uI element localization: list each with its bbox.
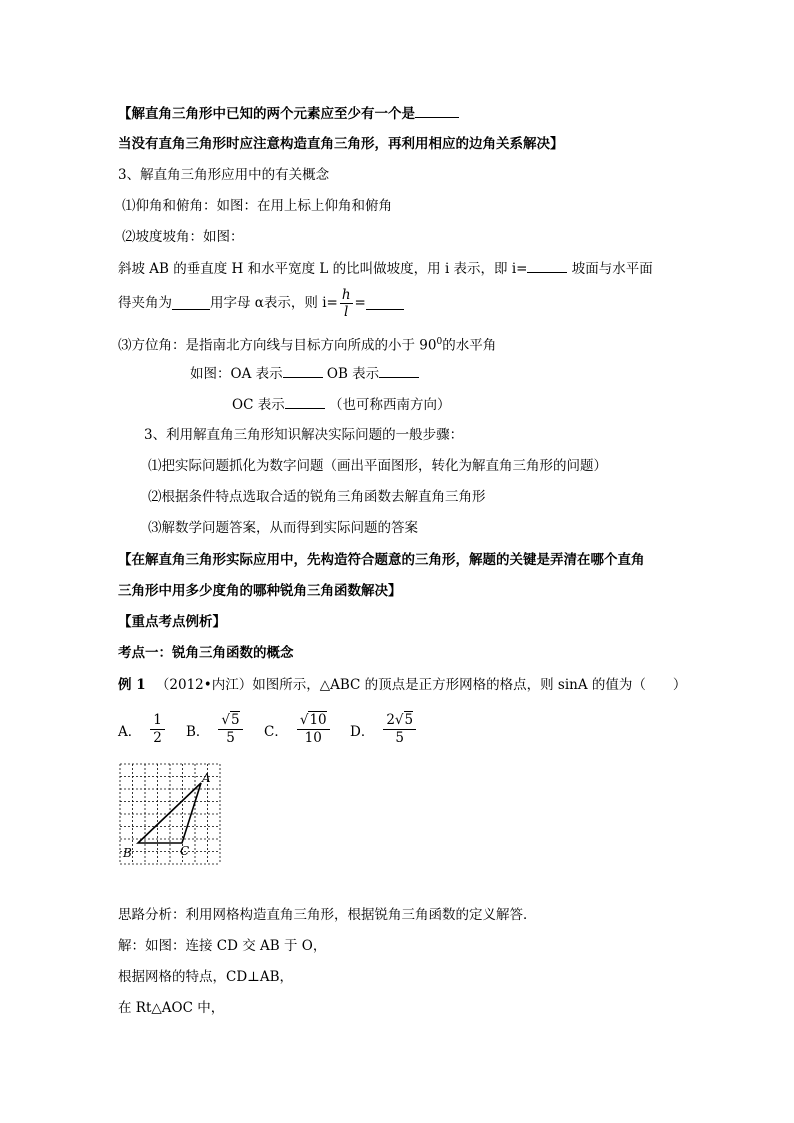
fraction-h-over-l (340, 287, 353, 320)
item-text: ⑴仰角和俯角：如图：在用上标上仰角和俯角 (122, 198, 392, 214)
sqrt-sign: √ (394, 712, 404, 728)
heading-text: 3、利用解直角三角形知识解决实际问题的一般步骤： (144, 427, 464, 443)
topic-heading (118, 644, 294, 662)
text-part: 斜坡 AB 的垂直度 H 和水平宽度 L 的比叫做坡度，用 i 表示，即 i= (118, 261, 528, 277)
note-line-2 (118, 135, 564, 153)
step-1 (148, 457, 607, 475)
solution-text: 根据网格的特点，CD⊥AB， (118, 969, 294, 985)
vertex-label-b: B (123, 846, 132, 860)
note-line-4 (118, 582, 402, 600)
solution-line-1 (118, 937, 326, 955)
option-fraction (383, 712, 416, 747)
section-heading (118, 166, 329, 184)
step-text: ⑶解数学问题答案，从而得到实际问题的答案 (148, 520, 418, 536)
solution-text: 解：如图：连接 CD 交 AB 于 O， (118, 938, 327, 954)
example-1-question (118, 676, 686, 694)
step-text: ⑴把实际问题抓化为数字问题（画出平面图形，转化为解直角三角形的问题） (148, 458, 607, 474)
numerator (218, 712, 242, 730)
slope-angle-line (118, 286, 404, 320)
text-part: ⑶方位角：是指南北方向线与目标方向所成的小于 90 (118, 337, 437, 354)
solution-line-2 (118, 968, 293, 986)
example-label: 例 1 (118, 677, 146, 693)
text-part: 的水平角 (442, 337, 497, 354)
option-label: B． (186, 723, 210, 740)
option-b[interactable] (186, 712, 246, 747)
text-part: = (354, 295, 366, 311)
sqrt-sign: √ (299, 712, 309, 728)
bearing-oa-ob-line (190, 364, 419, 383)
slope-definition-line (118, 259, 653, 278)
note-line-3 (118, 551, 645, 569)
text-part: （也可称西南方向） (324, 397, 451, 413)
text-part: 坡面与水平面 (567, 261, 653, 277)
denominator: 5 (226, 730, 235, 746)
numerator (383, 712, 416, 730)
triangle-abc (138, 783, 201, 843)
option-label: D． (350, 723, 375, 740)
analysis-text: 思路分析：利用网格构造直角三角形，根据锐角三角函数的定义解答． (118, 907, 537, 923)
note-line-1 (118, 104, 459, 123)
option-label: A． (118, 723, 142, 740)
numerator (297, 712, 330, 730)
radicand: 10 (309, 712, 327, 728)
option-d[interactable] (350, 712, 419, 747)
radicand: 5 (231, 712, 240, 728)
text-part: OC 表示 (232, 397, 285, 413)
steps-heading (144, 426, 463, 444)
sqrt-sign: √ (221, 712, 231, 728)
denominator: 5 (395, 730, 405, 746)
note-text: 【在解直角三角形实际应用中，先构造符合题意的三角形，解题的关键是弄清在哪个直角 (118, 552, 645, 568)
heading-text: 【重点考点例析】 (118, 614, 226, 630)
step-2 (148, 488, 486, 506)
denominator: 2 (153, 730, 162, 746)
note-text: 当没有直角三角形时应注意构造直角三角形，再利用相应的边角关系解决】 (118, 136, 564, 152)
denominator: l (344, 303, 349, 320)
bearing-oc-line (232, 395, 451, 414)
solution-line-3 (118, 999, 224, 1017)
radicand: 5 (404, 712, 414, 728)
answer-blank (527, 259, 567, 273)
item-bearing (118, 333, 496, 355)
option-c[interactable] (264, 712, 333, 747)
note-text: 三角形中用多少度角的哪种锐角三角函数解决】 (118, 583, 402, 599)
numerator: 1 (150, 712, 165, 730)
superscript: 0 (436, 337, 443, 347)
text-part: 得夹角为 (118, 295, 172, 311)
text-part: OB 表示 (322, 366, 380, 382)
option-a[interactable] (118, 712, 168, 747)
answer-blank (366, 296, 404, 310)
item-slope (122, 228, 244, 246)
vertex-label-c: C (180, 844, 190, 858)
option-fraction (297, 712, 330, 747)
text-part: 如图：OA 表示 (190, 366, 283, 382)
solution-text: 在 Rt△AOC 中， (118, 1000, 225, 1016)
heading-text: 考点一：锐角三角函数的概念 (118, 645, 294, 661)
text-part: 用字母 α表示，则 i= (210, 295, 338, 311)
vertex-label-a: A (202, 771, 211, 785)
answer-blank (283, 364, 323, 378)
option-fraction (218, 712, 242, 747)
coefficient: 2 (386, 712, 395, 728)
option-label: C． (264, 723, 288, 740)
answer-blank (285, 395, 325, 409)
step-text: ⑵根据条件特点选取合适的锐角三角函数去解直角三角形 (148, 489, 486, 505)
note-text: 【解直角三角形中已知的两个元素应至少有一个是 (118, 106, 415, 122)
item-text: ⑵坡度坡角：如图： (122, 229, 244, 245)
analysis-line (118, 906, 537, 924)
step-3 (148, 519, 418, 537)
denominator: 10 (304, 730, 322, 746)
key-points-heading (118, 613, 226, 631)
answer-blank (379, 364, 419, 378)
numerator: h (341, 286, 351, 303)
answer-blank (172, 296, 210, 310)
heading-text: 3、解直角三角形应用中的有关概念 (118, 167, 330, 183)
example-text: （2012•内江）如图所示，△ABC 的顶点是正方形网格的格点，则 sinA 的值为（ ） (155, 677, 687, 693)
option-fraction (150, 712, 165, 747)
answer-blank (415, 104, 459, 118)
item-elevation-angle (122, 197, 392, 215)
grid-triangle-figure (119, 763, 221, 865)
